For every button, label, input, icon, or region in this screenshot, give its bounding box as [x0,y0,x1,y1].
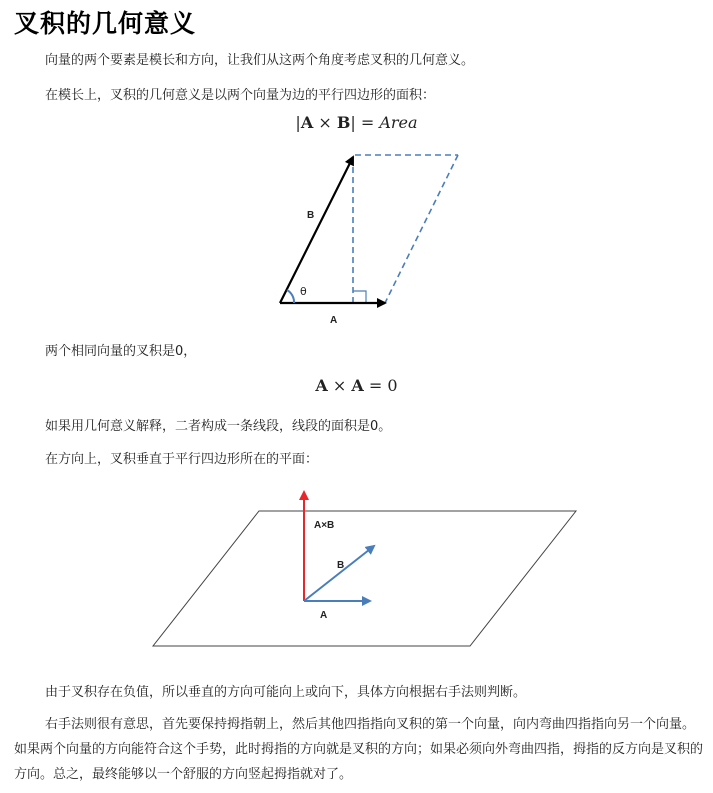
area-term: Area [379,113,418,132]
sign-paragraph: 由于叉积存在负值，所以垂直的方向可能向上或向下，具体方向根据右手法则判断。 [45,685,527,700]
same-vectors-paragraph: 两个相同向量的叉积是0， [45,344,197,359]
direction-paragraph: 在方向上，叉积垂直于平行四边形所在的平面： [45,452,319,467]
plane-parallelogram [153,511,576,646]
cross-product-plane-figure [145,480,585,655]
area-formula [0,113,713,132]
equals-sign: = [360,113,375,132]
abs-open: | [295,113,301,132]
formula-vector-b: B [336,113,351,132]
times-sign: × [318,113,332,132]
page-title: 叉积的几何意义 [14,9,197,38]
label-axb: A×B [314,520,335,531]
theta-arc [287,290,294,303]
label-b: B [307,210,315,221]
label-a: A [330,315,338,326]
right-angle-mark [353,291,366,303]
abs-close: | [350,113,356,132]
times-sign-2: × [332,376,347,395]
formula2-vector-a: A [315,376,328,395]
parallelogram-right-edge [385,155,458,303]
formula2-vector-a-second: A [351,376,364,395]
label-theta: θ [300,285,307,298]
formula-vector-a: A [300,113,314,132]
intro-paragraph: 向量的两个要素是模长和方向，让我们从这两个角度考虑叉积的几何意义。 [45,53,475,68]
right-hand-rule-paragraph: 右手法则很有意思，首先要保持拇指朝上，然后其他四指指向叉积的第一个向量，向内弯曲四指指向另一个向量。如果两个向量的方向能符合这个手势，此时拇指的方向就是叉积的方向；如果必须向外弯曲四指，拇指的反方向是叉积的方向。总之，最终能够以一个舒服的方向竖起拇指就对了。 [14,717,704,782]
vector-b-arrow [280,157,353,303]
zero-formula [0,376,713,395]
plane-label-a: A [320,610,328,621]
magnitude-paragraph: 在模长上，叉积的几何意义是以两个向量为边的平行四边形的面积： [45,88,436,103]
parallelogram-figure [260,145,480,330]
zero-value: 0 [387,376,398,395]
equals-sign-2: = [368,376,383,395]
plane-vector-b-arrow [304,546,374,601]
plane-label-b: B [337,560,345,571]
segment-paragraph: 如果用几何意义解释，二者构成一条线段，线段的面积是0。 [45,419,392,434]
